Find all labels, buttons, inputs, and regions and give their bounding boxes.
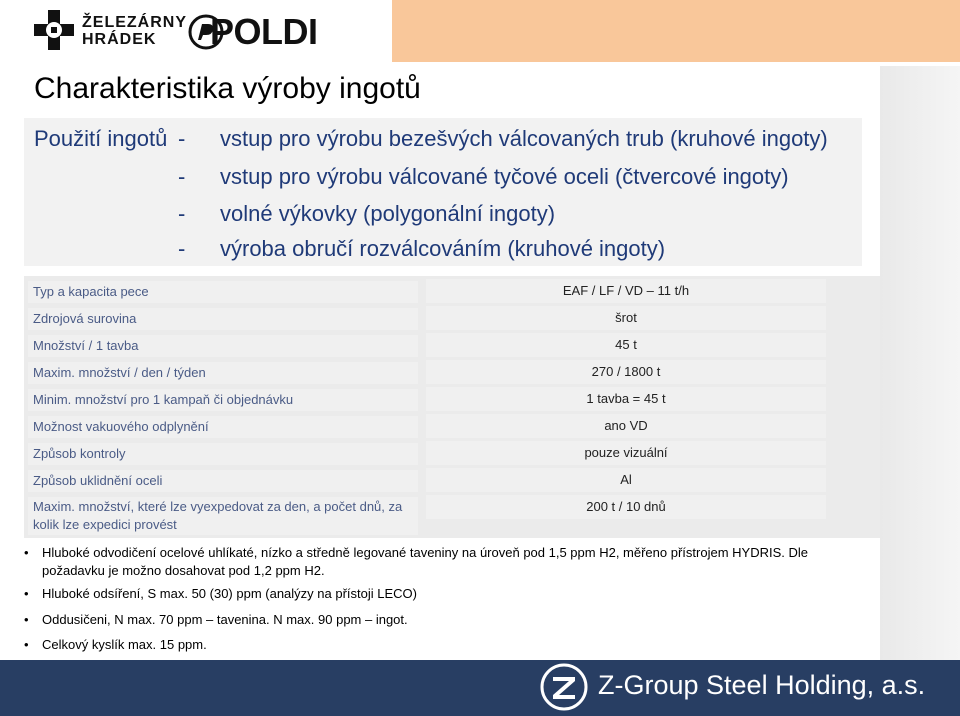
table-row-value: 200 t / 10 dnů — [426, 495, 826, 519]
note-item — [24, 636, 844, 654]
bullet: • — [24, 545, 29, 560]
table-row-label: Způsob kontroly — [28, 443, 418, 465]
table-row-label: Zdrojová surovina — [28, 308, 418, 330]
logo-zelezarny: ŽELEZÁRNY HRÁDEK — [82, 14, 187, 48]
usage-dash: - — [178, 164, 186, 189]
table-row-value: šrot — [426, 306, 826, 330]
table-row-label: Maxim. množství, které lze vyexpedovat za den, a počet dnů, za kolik lze expedici provést — [28, 497, 418, 535]
z-group-logo-icon — [540, 663, 588, 711]
usage-dash: - — [178, 201, 186, 226]
footer-company-name: Z-Group Steel Holding, a.s. — [598, 670, 926, 700]
table-row-value: 1 tavba = 45 t — [426, 387, 826, 411]
logo-poldi: POLDI — [210, 11, 318, 52]
table-row-label: Způsob uklidnění oceli — [28, 470, 418, 492]
table-row-value: ano VD — [426, 414, 826, 438]
note-item — [24, 611, 844, 629]
table-row-label: Maxim. množství / den / týden — [28, 362, 418, 384]
table-row-value: Al — [426, 468, 826, 492]
table-row-value: pouze vizuální — [426, 441, 826, 465]
gear-emblem-icon — [30, 8, 78, 52]
usage-item: výroba obručí rozválcováním (kruhové ingoty) — [220, 236, 666, 261]
table-row-value: EAF / LF / VD – 11 t/h — [426, 279, 826, 303]
usage-dash: - — [178, 126, 186, 151]
note-text: Celkový kyslík max. 15 ppm. — [42, 637, 207, 652]
table-row-label: Typ a kapacita pece — [28, 281, 418, 303]
company-logo — [20, 6, 380, 58]
usage-item: vstup pro výrobu bezešvých válcovaných trub (kruhové ingoty) — [220, 126, 828, 151]
page-title: Charakteristika výroby ingotů — [34, 72, 421, 105]
bullet: • — [24, 637, 29, 652]
usage-label: Použití ingotů — [34, 126, 168, 151]
table-row-value: 45 t — [426, 333, 826, 357]
note-text: Oddusičeni, N max. 70 ppm – tavenina. N max. 90 ppm – ingot. — [42, 612, 408, 627]
bullet: • — [24, 586, 29, 601]
header-accent — [392, 0, 960, 62]
usage-item: volné výkovky (polygonální ingoty) — [220, 201, 556, 226]
right-shadow — [880, 66, 960, 660]
note-item — [24, 544, 844, 580]
note-item — [24, 585, 844, 603]
bullet: • — [24, 612, 29, 627]
usage-item: vstup pro výrobu válcované tyčové oceli (čtvercové ingoty) — [220, 164, 789, 189]
usage-dash: - — [178, 236, 186, 261]
note-text: Hluboké odvodičení ocelové uhlíkaté, nízko a středně legované taveniny na úroveň pod 1,5 ppm H2, měřeno přístrojem HYDRIS. Dle požadavku je možno dosahovat pod 1,2 ppm H2. — [42, 545, 808, 578]
table-row-value: 270 / 1800 t — [426, 360, 826, 384]
note-text: Hluboké odsíření, S max. 50 (30) ppm (analýzy na přístoji LECO) — [42, 586, 417, 601]
table-row-label: Minim. množství pro 1 kampaň či objednávku — [28, 389, 418, 411]
table-row-label: Množství / 1 tavba — [28, 335, 418, 357]
table-row-label: Možnost vakuového odplynění — [28, 416, 418, 438]
